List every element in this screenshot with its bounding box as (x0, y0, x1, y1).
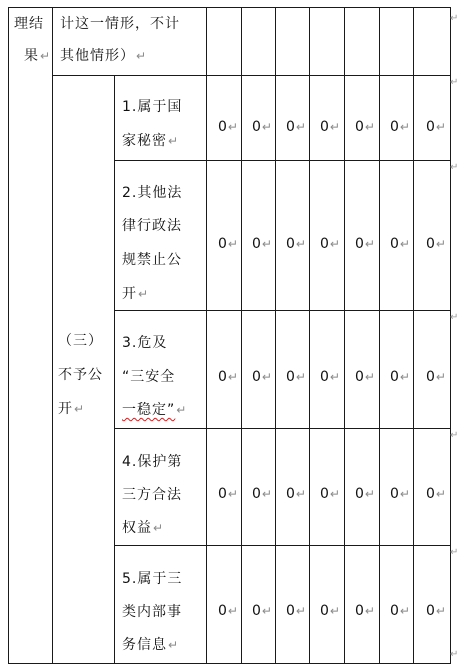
paragraph-mark-icon: ↵ (329, 370, 340, 384)
value-cell: 0↵ (355, 119, 375, 135)
paragraph-mark-icon: ↵ (153, 521, 164, 535)
paragraph-mark-icon: ↵ (295, 237, 306, 251)
paragraph-mark-icon: ↵ (435, 120, 446, 134)
group-label: （三） (58, 333, 103, 349)
col-border (114, 75, 115, 664)
row-end-mark-icon: ↵ (450, 13, 458, 24)
paragraph-mark-icon: ↵ (329, 237, 340, 251)
col-border (275, 7, 276, 664)
value-cell: 0↵ (390, 236, 410, 252)
paragraph-mark-icon: ↵ (40, 49, 51, 63)
paragraph-mark-icon: ↵ (227, 487, 238, 501)
value-cell: 0↵ (426, 486, 446, 502)
row-border (114, 545, 450, 546)
row-end-mark-icon: ↵ (450, 312, 458, 323)
paragraph-mark-icon: ↵ (295, 604, 306, 618)
paragraph-mark-icon: ↵ (74, 402, 85, 416)
value-cell: 0↵ (252, 486, 272, 502)
value-cell: 0↵ (218, 119, 238, 135)
value-cell: 0↵ (355, 603, 375, 619)
paragraph-mark-icon: ↵ (435, 604, 446, 618)
value-cell: 0↵ (286, 486, 306, 502)
paragraph-mark-icon: ↵ (364, 120, 375, 134)
paragraph-mark-icon: ↵ (399, 370, 410, 384)
row-label: 权益↵ (122, 520, 164, 536)
paragraph-mark-icon: ↵ (227, 237, 238, 251)
paragraph-mark-icon: ↵ (227, 120, 238, 134)
col1-text: 理结 (14, 16, 44, 32)
row-label: 规禁止公 (122, 252, 182, 268)
paragraph-mark-icon: ↵ (364, 370, 375, 384)
value-cell: 0↵ (320, 236, 340, 252)
paragraph-mark-icon: ↵ (168, 638, 179, 652)
paragraph-mark-icon: ↵ (261, 237, 272, 251)
value-cell: 0↵ (252, 236, 272, 252)
row-end-mark-icon: ↵ (450, 430, 458, 441)
paragraph-mark-icon: ↵ (176, 403, 187, 417)
row-end-mark-icon: ↵ (450, 162, 458, 173)
paragraph-mark-icon: ↵ (399, 237, 410, 251)
paragraph-mark-icon: ↵ (295, 370, 306, 384)
paragraph-mark-icon: ↵ (399, 604, 410, 618)
value-cell: 0↵ (390, 486, 410, 502)
value-cell: 0↵ (320, 119, 340, 135)
prev-row-text: 计这一情形，不计 (60, 16, 180, 32)
paragraph-mark-icon: ↵ (227, 604, 238, 618)
col1-text: 果↵ (24, 48, 51, 64)
value-cell: 0↵ (218, 603, 238, 619)
value-cell: 0↵ (426, 603, 446, 619)
row-border (8, 7, 450, 8)
col-border (241, 7, 242, 664)
paragraph-mark-icon: ↵ (364, 604, 375, 618)
value-cell: 0↵ (286, 369, 306, 385)
col-border (206, 7, 207, 664)
row-end-mark-icon: ↵ (450, 649, 458, 660)
value-cell: 0↵ (355, 236, 375, 252)
row-label: 律行政法 (122, 218, 182, 234)
row-label: 2.其他法 (122, 185, 183, 201)
row-end-mark-icon: ↵ (450, 547, 458, 558)
row-label: 一稳定”↵ (122, 402, 187, 418)
paragraph-mark-icon: ↵ (364, 487, 375, 501)
paragraph-mark-icon: ↵ (168, 134, 179, 148)
paragraph-mark-icon: ↵ (261, 604, 272, 618)
row-label: 类内部事 (122, 604, 182, 620)
paragraph-mark-icon: ↵ (227, 370, 238, 384)
col-border (344, 7, 345, 664)
value-cell: 0↵ (390, 603, 410, 619)
value-cell: 0↵ (320, 486, 340, 502)
paragraph-mark-icon: ↵ (295, 487, 306, 501)
value-cell: 0↵ (355, 486, 375, 502)
value-cell: 0↵ (286, 603, 306, 619)
col-border (309, 7, 310, 664)
value-cell: 0↵ (218, 369, 238, 385)
paragraph-mark-icon: ↵ (329, 604, 340, 618)
paragraph-mark-icon: ↵ (295, 120, 306, 134)
group-label: 开↵ (58, 401, 85, 417)
col-border (8, 7, 9, 664)
value-cell: 0↵ (286, 236, 306, 252)
row-border (114, 160, 450, 161)
paragraph-mark-icon: ↵ (136, 49, 147, 63)
value-cell: 0↵ (218, 486, 238, 502)
paragraph-mark-icon: ↵ (329, 487, 340, 501)
paragraph-mark-icon: ↵ (261, 370, 272, 384)
prev-row-text: 其他情形）↵ (60, 48, 147, 64)
row-border (52, 75, 450, 76)
row-label: 务信息↵ (122, 637, 179, 653)
value-cell: 0↵ (320, 603, 340, 619)
group-label: 不予公 (58, 367, 103, 383)
value-cell: 0↵ (390, 119, 410, 135)
value-cell: 0↵ (252, 119, 272, 135)
row-label: 三方合法 (122, 487, 182, 503)
col-border (379, 7, 380, 664)
row-end-mark-icon: ↵ (450, 77, 458, 88)
value-cell: 0↵ (286, 119, 306, 135)
paragraph-mark-icon: ↵ (364, 237, 375, 251)
paragraph-mark-icon: ↵ (435, 237, 446, 251)
col-border (52, 7, 53, 664)
row-label: 家秘密↵ (122, 133, 179, 149)
paragraph-mark-icon: ↵ (399, 120, 410, 134)
value-cell: 0↵ (355, 369, 375, 385)
value-cell: 0↵ (426, 369, 446, 385)
value-cell: 0↵ (426, 236, 446, 252)
paragraph-mark-icon: ↵ (138, 287, 149, 301)
col-border (450, 7, 451, 664)
row-border (114, 428, 450, 429)
row-label: 1.属于国 (122, 99, 183, 115)
row-label: 3.危及 (122, 335, 168, 351)
value-cell: 0↵ (426, 119, 446, 135)
row-label: 5.属于三 (122, 571, 183, 587)
row-border (114, 310, 450, 311)
value-cell: 0↵ (252, 603, 272, 619)
paragraph-mark-icon: ↵ (399, 487, 410, 501)
paragraph-mark-icon: ↵ (329, 120, 340, 134)
value-cell: 0↵ (218, 236, 238, 252)
value-cell: 0↵ (252, 369, 272, 385)
col-border (413, 7, 414, 664)
value-cell: 0↵ (390, 369, 410, 385)
row-label: “三安全 (122, 369, 176, 385)
paragraph-mark-icon: ↵ (261, 120, 272, 134)
row-label: 4.保护第 (122, 454, 183, 470)
row-border (8, 663, 450, 664)
paragraph-mark-icon: ↵ (261, 487, 272, 501)
paragraph-mark-icon: ↵ (435, 370, 446, 384)
paragraph-mark-icon: ↵ (435, 487, 446, 501)
value-cell: 0↵ (320, 369, 340, 385)
row-label: 开↵ (122, 286, 149, 302)
